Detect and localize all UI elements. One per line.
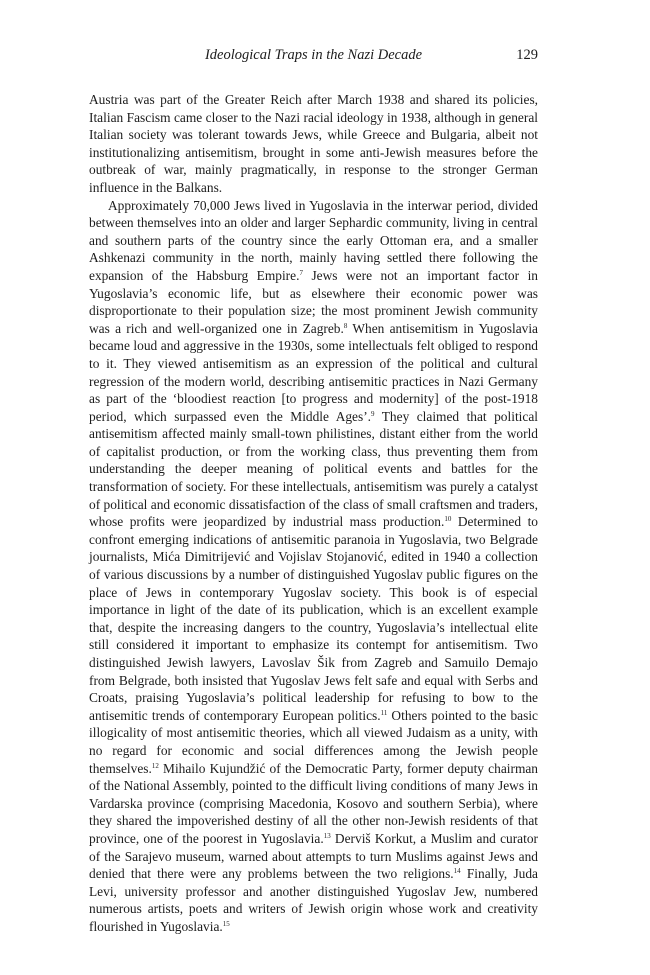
text-run: They claimed that political antisemitism affected mainly small-town philistines, distant either from the world of capitalist production, or from the working class, thus preventing them from understanding the deeper meaning of political events and battles for the transformation of society. For these intellectuals, antisemitism was purely a catalyst of political and economic dissatisfaction of the class of small craftsmen and traders, whose profits were jeopardized by industrial mass production. [89, 408, 538, 530]
footnote-marker: 8 [343, 321, 348, 330]
footnote-marker: 12 [151, 761, 159, 770]
page-number: 129 [516, 47, 538, 63]
text-run: Finally, Juda Levi, university professor and another distinguished Yugoslav Jew, numbered numerous artists, poets and writers of Jewish origin whose work and creativity flourished in Yugoslavia. [89, 866, 538, 934]
text-run: Approximately 70,000 Jews lived in Yugoslavia in the interwar period, divided between themselves into an older and larger Sephardic community, living in central and southern parts of the country since the early Ottoman era, and a smaller Ashkenazi community in the north, mainly having settled there following the expansion of the Habsburg Empire. [89, 197, 538, 283]
text-run: Others pointed to the basic illogicality of most antisemitic theories, which all viewed Judaism as a unity, with no regard for economic and social differences among the Jewish people themselves. [89, 707, 538, 776]
body-text [89, 91, 538, 936]
text-run: Derviš Korkut, a Muslim and curator of the Sarajevo museum, warned about attempts to turn Muslims against Jews and denied that there were any problems between the two religions. [89, 830, 538, 882]
text-run: When antisemitism in Yugoslavia became loud and aggressive in the 1930s, some intellectuals felt obliged to respond to it. They viewed antisemitism as an expression of the political and cultural regression of the modern world, describing antisemitic practices in Nazi Germany as part of the ‘bloodiest reaction [to progress and modernity] of the post-1918 period, which surpassed even the Middle Ages’. [89, 320, 538, 424]
footnote-marker: 9 [371, 409, 375, 418]
text-run: Jews were not an important factor in Yugoslavia’s economic life, but as elsewhere their economic power was disproportionate to their population size; the most prominent Jewish community was a rich and well-organized one in Zagreb. [89, 267, 538, 336]
paragraph [89, 197, 538, 936]
footnote-marker: 7 [299, 268, 303, 277]
page-header [89, 44, 538, 66]
footnote-marker: 13 [323, 831, 331, 840]
paragraph [89, 91, 538, 197]
running-title: Ideological Traps in the Nazi Decade [204, 47, 423, 63]
footnote-marker: 14 [453, 867, 461, 876]
text-run: Determined to confront emerging indications of antisemitic paranoia in Yugoslavia, two Belgrade journalists, Mića Dimitrijević and Vojislav Stojanović, edited in 1940 a collection of various discussions by a number of distinguished Yugoslav public figures on the place of Jews in contemporary Yugoslav society. This book is of especial importance in light of the date of its publication, which is an excellent example that, despite the increasing dangers to the country, Yugoslavia’s intellectual elite still considered it important to emphasize its contempt for antisemitism. Two distinguished Jewish lawyers, Lavoslav Šik from Zagreb and Samuilo Demajo from Belgrade, both insisted that Yugoslav Jews felt safe and equal with Serbs and Croats, praising Yugoslavia’s political leadership for refusing to bow to the antisemitic trends of contemporary European politics. [89, 514, 538, 723]
footnote-marker: 10 [444, 515, 452, 524]
footnote-marker: 15 [222, 919, 230, 928]
text-run: Mihailo Kujundžić of the Democratic Party, former deputy chairman of the National Assembly, pointed to the difficult living conditions of many Jews in Vardarska province (comprising Macedonia, Kosovo and southern Serbia), where they shared the impoverished destiny of all the other non-Jewish residents of that province, one of the poorest in Yugoslavia. [89, 760, 538, 846]
text-run: Austria was part of the Greater Reich after March 1938 and shared its policies, Italian Fascism came closer to the Nazi racial ideology in 1938, although in general Italian society was tolerant towards Jews, while Greece and Bulgaria, albeit not institutionalizing antisemitism, brought in some anti-Jewish measures before the outbreak of war, mainly pragmatically, in response to the stronger German influence in the Balkans. [89, 92, 538, 195]
footnote-marker: 11 [380, 708, 388, 717]
